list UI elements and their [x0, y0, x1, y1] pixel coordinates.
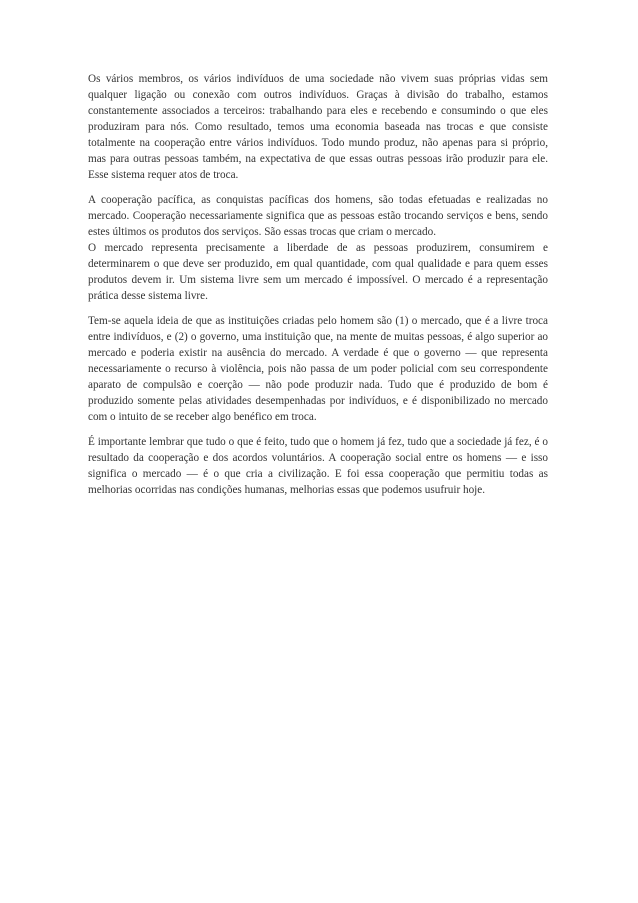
paragraph-market-and-government: Tem-se aquela ideia de que as instituições criadas pelo homem são (1) o mercado, que é a livre troca entre indivíduos, e (2) o governo, uma instituição que, na mente de muitas pessoas, é algo superior ao mercado e poderia existir na ausência do mercado. A verdade é que o governo — que representa necessariamente o recurso à violência, pois não passa de um poder policial com seu correspondente aparato de compulsão e coerção — não pode produzir nada. Tudo que é produzido de bom é produzido somente pelas atividades desempenhadas por indivíduos, e é disponibilizado no mercado com o intuito de se receber algo benéfico em troca.: [88, 315, 548, 423]
paragraph-market-freedom: O mercado representa precisamente a liberdade de as pessoas produzirem, consumirem e determinarem o que deve ser produzido, em qual quantidade, com qual qualidade e para quem esses produtos devem ir. Um sistema livre sem um mercado é impossível. O mercado é a representação prática desse sistema livre.: [88, 242, 548, 302]
paragraph-peaceful-cooperation: A cooperação pacífica, as conquistas pacíficas dos homens, são todas efetuadas e realizadas no mercado. Cooperação necessariamente significa que as pessoas estão trocando serviços e bens, sendo estes últimos os produtos dos serviços. São essas trocas que criam o mercado.: [88, 194, 548, 238]
paragraph-division-of-labor: Os vários membros, os vários indivíduos de uma sociedade não vivem suas próprias vidas sem qualquer ligação ou conexão com outros indivíduos. Graças à divisão do trabalho, estamos constantemente associados a terceiros: trabalhando para eles e recebendo e consumindo o que eles produziram para nós. Como resultado, temos uma economia baseada nas trocas e que consiste totalmente na cooperação entre vários indivíduos. Todo mundo produz, não apenas para si próprio, mas para outras pessoas também, na expectativa de que essas outras pessoas irão produzir para ele. Esse sistema requer atos de troca.: [88, 73, 548, 181]
paragraph-voluntary-cooperation: É importante lembrar que tudo o que é feito, tudo que o homem já fez, tudo que a sociedade já fez, é o resultado da cooperação e dos acordos voluntários. A cooperação social entre os homens — e isso significa o mercado — é o que cria a civilização. E foi essa cooperação que permitiu todas as melhorias ocorridas nas condições humanas, melhorias essas que podemos usufruir hoje.: [88, 436, 548, 496]
document-body: [88, 71, 548, 498]
